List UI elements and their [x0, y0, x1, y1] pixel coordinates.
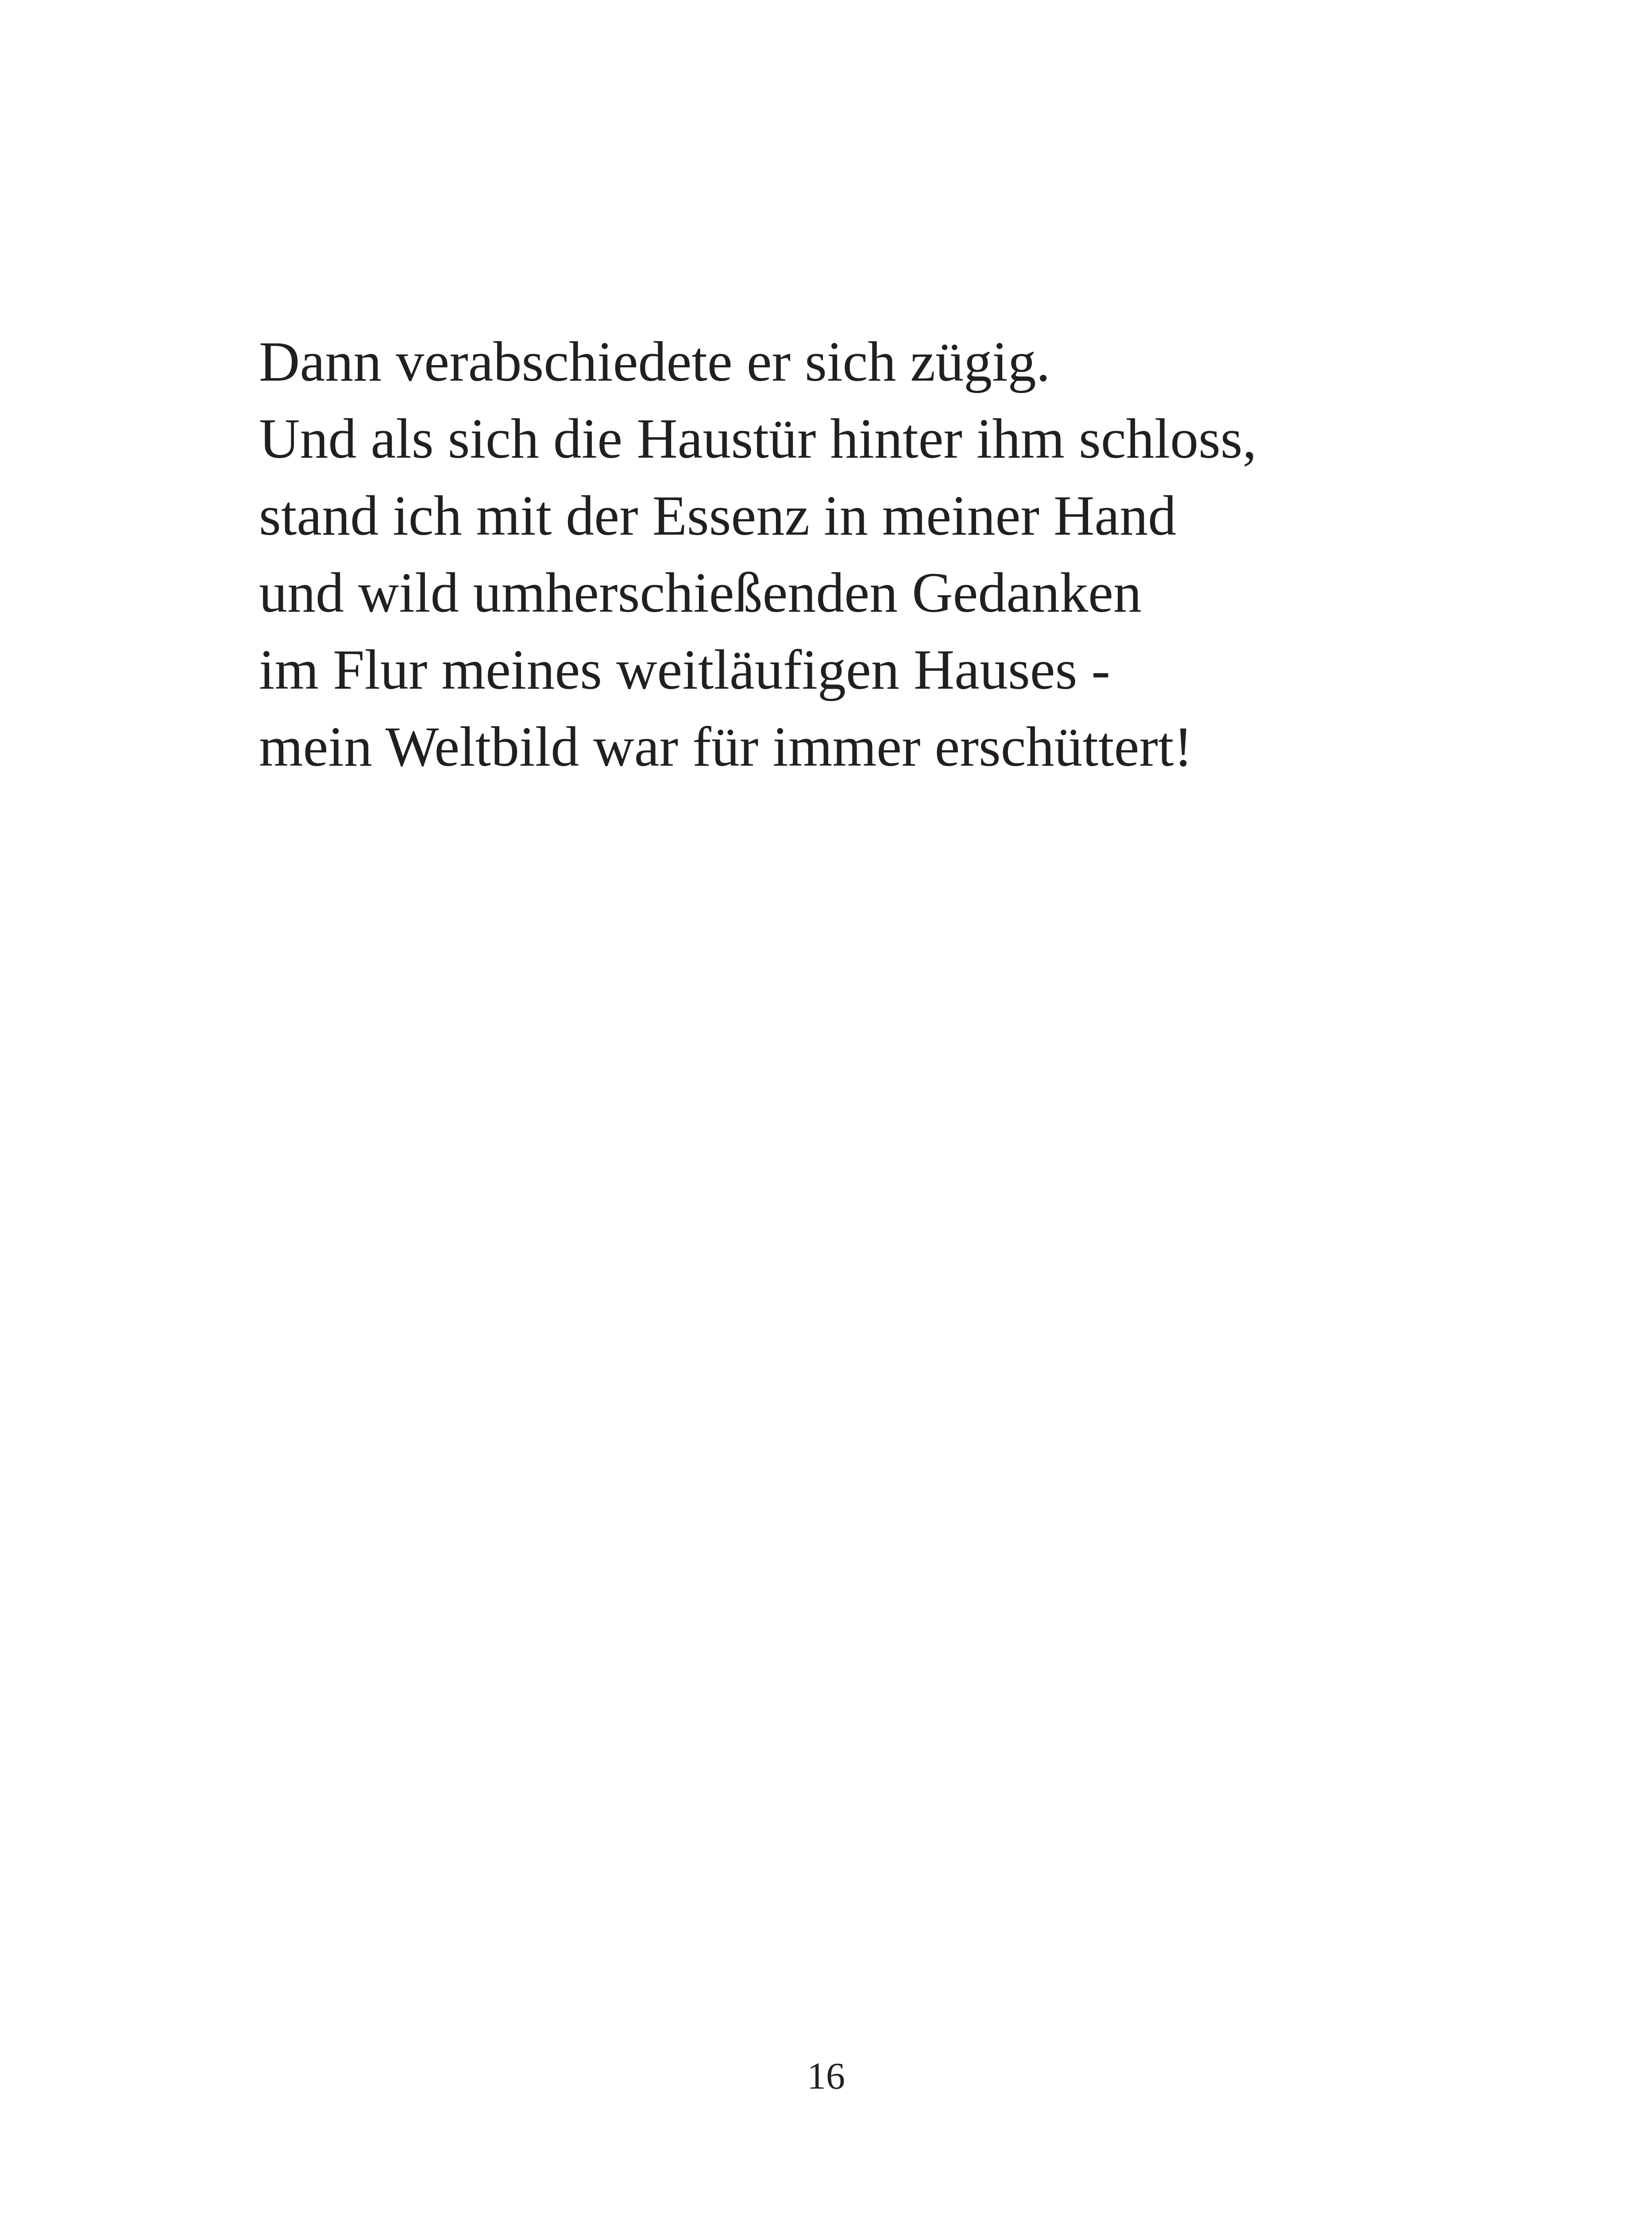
poem-line: Und als sich die Haustür hinter ihm schloss, [259, 407, 1257, 470]
poem-line: Dann verabschiedete er sich zügig. [259, 330, 1050, 393]
poem-line: im Flur meines weitläufigen Hauses - [259, 638, 1111, 701]
poem-stanza [259, 323, 1257, 785]
poem-line: stand ich mit der Essenz in meiner Hand [259, 484, 1177, 547]
page-number: 16 [807, 2055, 845, 2097]
poem-line: und wild umherschießenden Gedanken [259, 561, 1142, 624]
poem-line: mein Weltbild war für immer erschüttert! [259, 715, 1193, 778]
